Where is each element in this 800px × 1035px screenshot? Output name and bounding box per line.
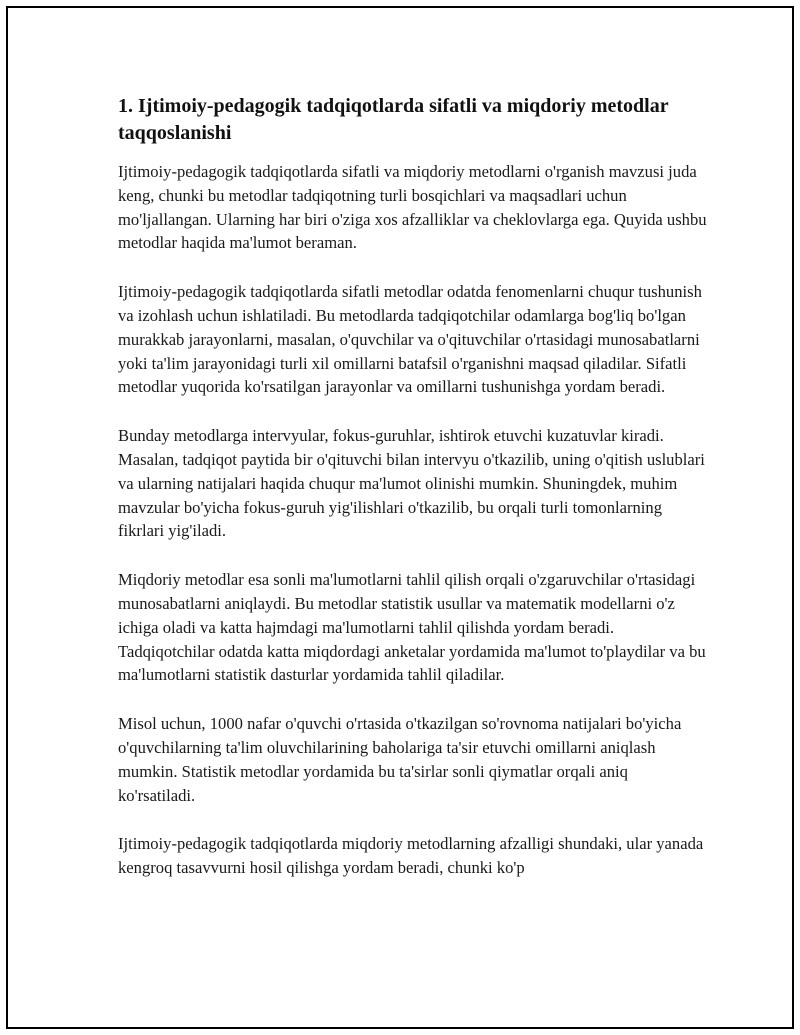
document-body xyxy=(118,93,708,905)
paragraph-qualitative-examples: Bunday metodlarga intervyular, fokus-guruhlar, ishtirok etuvchi kuzatuvlar kiradi. Masalan, tadqiqot paytida bir o'qituvchi bilan intervyu o'tkazilib, uning o'qitish uslublari va ularning natijalari haqida chuqur ma'lumot olinishi mumkin. Shuningdek, muhim mavzular bo'yicha fokus-guruh yig'ilishlari o'tkazilib, bu orqali turli tomonlarning fikrlari yig'iladi. xyxy=(118,426,705,541)
section-heading: 1. Ijtimoiy-pedagogik tadqiqotlarda sifatli va miqdoriy metodlar taqqoslanishi xyxy=(118,95,669,144)
paragraph-quantitative-advantages: Ijtimoiy-pedagogik tadqiqotlarda miqdoriy metodlarning afzalligi shundaki, ular yanada kengroq tasavvurni hosil qilishga yordam beradi, chunki ko'p xyxy=(118,834,704,878)
paragraph-qualitative-methods: Ijtimoiy-pedagogik tadqiqotlarda sifatli metodlar odatda fenomenlarni chuqur tushunish va izohlash uchun ishlatiladi. Bu metodlarda tadqiqotchilar odamlarga bog'liq bo'lgan murakkab jarayonlarni, masalan, o'quvchilar va o'qituvchilar o'rtasidagi munosabatlarni yoki ta'lim jarayonidagi turli xil omillarni batafsil o'rganishni maqsad qiladilar. Sifatli metodlar yuqorida ko'rsatilgan jarayonlar va omillarni tushunishga yordam beradi. xyxy=(118,282,702,397)
paragraph-intro: Ijtimoiy-pedagogik tadqiqotlarda sifatli va miqdoriy metodlarni o'rganish mavzusi juda keng, chunki bu metodlar tadqiqotning turli bosqichlari va maqsadlari uchun mo'ljallangan. Ularning har biri o'ziga xos afzalliklar va cheklovlarga ega. Quyida ushbu metodlar haqida ma'lumot beraman. xyxy=(118,162,707,253)
paragraph-quantitative-methods: Miqdoriy metodlar esa sonli ma'lumotlarni tahlil qilish orqali o'zgaruvchilar o'rtasidagi munosabatlarni aniqlaydi. Bu metodlar statistik usullar va matematik modellarni o'z ichiga oladi va katta hajmdagi ma'lumotlarni tahlil qilishda yordam beradi. Tadqiqotchilar odatda katta miqdordagi anketalar yordamida ma'lumot to'playdilar va bu ma'lumotlarni statistik dasturlar yordamida tahlil qiladilar. xyxy=(118,570,706,685)
paragraph-quantitative-example: Misol uchun, 1000 nafar o'quvchi o'rtasida o'tkazilgan so'rovnoma natijalari bo'yicha o'quvchilarning ta'lim oluvchilarining baholariga ta'sir etuvchi omillarni aniqlash mumkin. Statistik metodlar yordamida bu ta'sirlar sonli qiymatlar orqali aniq ko'rsatiladi. xyxy=(118,714,682,805)
